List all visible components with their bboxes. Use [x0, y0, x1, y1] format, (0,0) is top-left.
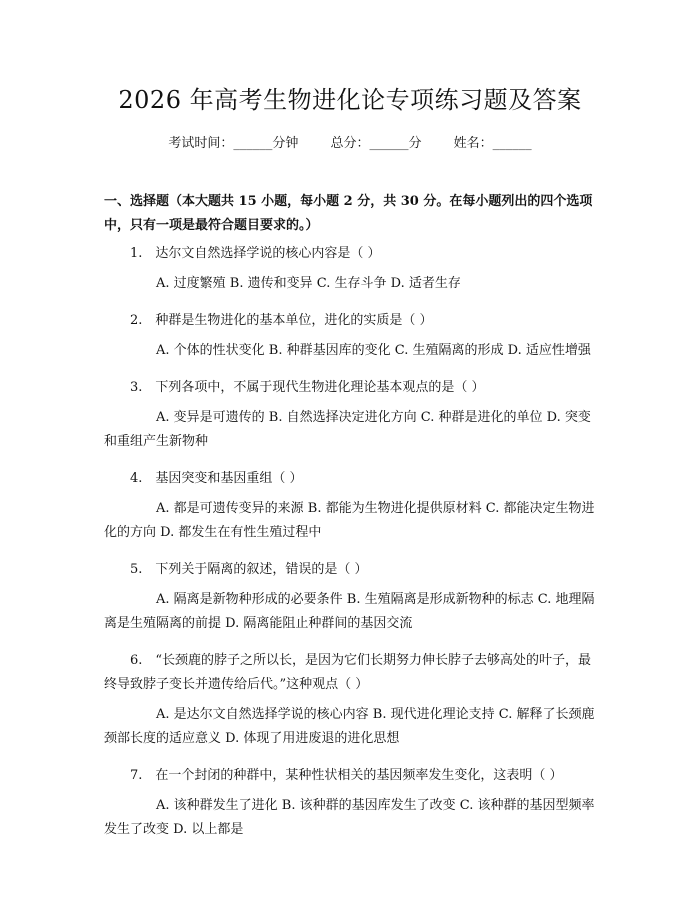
name-field: 姓名：______ [453, 136, 532, 151]
section-heading: 一、选择题（本大题共 15 小题，每小题 2 分，共 30 分。在每小题列出的四个选项中，只有一项是最符合题目要求的。） [104, 194, 593, 233]
question-stem: 4. 基因突变和基因重组（ ） [130, 471, 303, 486]
question-stem: 5. 下列关于隔离的叙述，错误的是（ ） [130, 562, 368, 577]
question-options: A. 该种群发生了进化 B. 该种群的基因库发生了改变 C. 该种群的基因型频率发生了改变 D. 以上都是 [104, 798, 595, 837]
total-score-field: 总分：______分 [330, 136, 422, 151]
question-list [104, 242, 596, 855]
question-stem: 7. 在一个封闭的种群中，某种性状相关的基因频率发生变化，这表明（ ） [130, 768, 563, 783]
question-options: A. 隔离是新物种形成的必要条件 B. 生殖隔离是形成新物种的标志 C. 地理隔离是生殖隔离的前提 D. 隔离能阻止种群间的基因交流 [104, 592, 595, 631]
question-stem: 1. 达尔文自然选择学说的核心内容是（ ） [130, 246, 381, 261]
question-options: A. 变异是可遗传的 B. 自然选择决定进化方向 C. 种群是进化的单位 D. 突变和重组产生新物种 [104, 410, 591, 449]
question-options: A. 是达尔文自然选择学说的核心内容 B. 现代进化理论支持 C. 解释了长颈鹿颈部长度的适应意义 D. 体现了用进废退的进化思想 [104, 707, 595, 746]
page-title: 2026 年高考生物进化论专项练习题及答案 [118, 86, 582, 114]
exam-meta [0, 132, 700, 151]
question-stem: 3. 下列各项中，不属于现代生物进化理论基本观点的是（ ） [130, 380, 485, 395]
question-stem: 6. “长颈鹿的脖子之所以长，是因为它们长期努力伸长脖子去够高处的叶子，最终导致脖子变长并遗传给后代。”这种观点（ ） [104, 653, 592, 692]
question-options: A. 个体的性状变化 B. 种群基因库的变化 C. 生殖隔离的形成 D. 适应性增强 [156, 343, 591, 358]
question-options: A. 都是可遗传变异的来源 B. 都能为生物进化提供原材料 C. 都能决定生物进化的方向 D. 都发生在有性生殖过程中 [104, 501, 595, 540]
question-options: A. 过度繁殖 B. 遗传和变异 C. 生存斗争 D. 适者生存 [156, 276, 461, 291]
question-stem: 2. 种群是生物进化的基本单位，进化的实质是（ ） [130, 313, 433, 328]
exam-time-field: 考试时间：______分钟 [168, 136, 299, 151]
